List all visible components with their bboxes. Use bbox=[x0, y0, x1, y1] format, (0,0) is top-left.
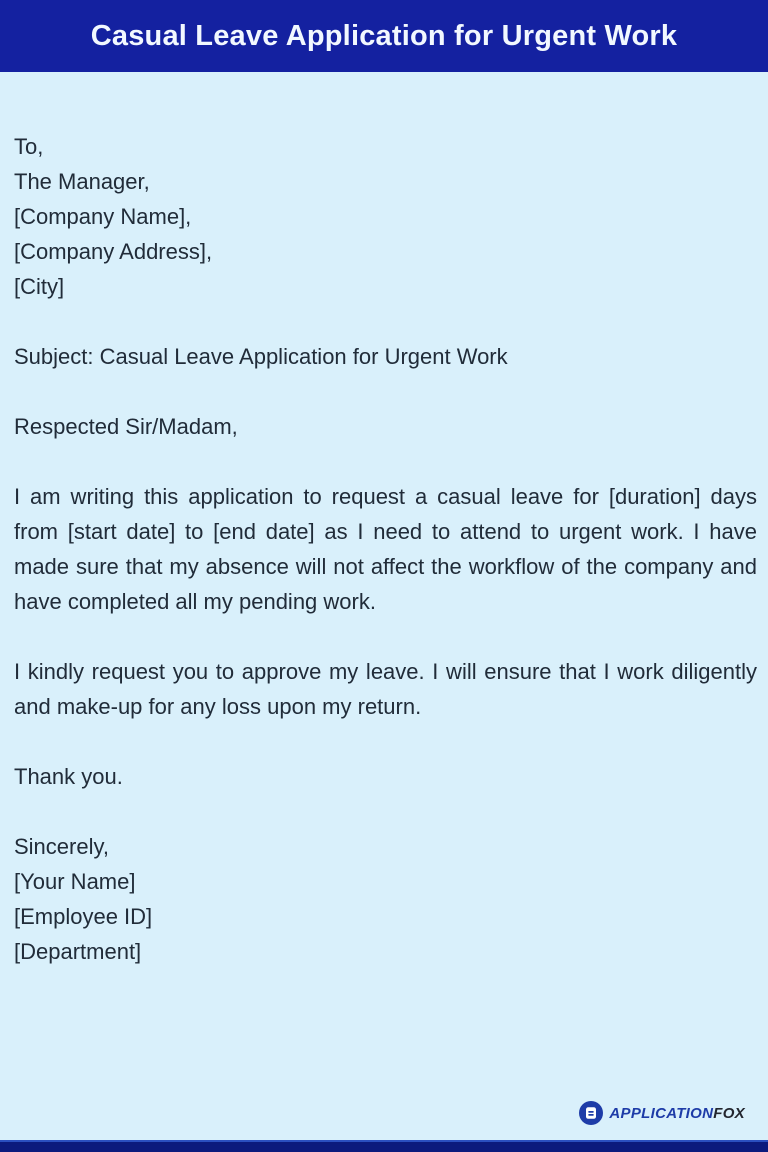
signature-line: [Your Name] bbox=[14, 869, 136, 894]
recipient-line: [City] bbox=[14, 274, 65, 299]
recipient-line: The Manager, bbox=[14, 169, 150, 194]
title-bar bbox=[0, 0, 768, 72]
body-paragraph: I kindly request you to approve my leave. I will ensure that I work diligently and make-up for any loss upon my return. bbox=[14, 659, 757, 719]
brand-wordmark-fox: FOX bbox=[713, 1104, 745, 1122]
body-paragraph: I am writing this application to request a casual leave for [duration] days from [start date] to [end date] as I need to attend to urgent work. I have made sure that my absence will not affect the workflow of the company and have completed all my pending work. bbox=[14, 484, 757, 614]
signature-line: [Department] bbox=[14, 939, 142, 964]
page-title: Casual Leave Application for Urgent Work bbox=[90, 19, 678, 52]
applicationfox-logo bbox=[579, 1101, 745, 1125]
recipient-line: [Company Name], bbox=[14, 204, 192, 229]
letter-body bbox=[0, 72, 768, 969]
recipient-block bbox=[14, 129, 757, 304]
signature-line: [Employee ID] bbox=[14, 904, 153, 929]
bottom-bar bbox=[0, 1140, 768, 1152]
signature-line: Sincerely, bbox=[14, 834, 109, 859]
brand-wordmark-application: APPLICATION bbox=[609, 1104, 714, 1122]
signature-block bbox=[14, 829, 757, 969]
subject-line: Subject: Casual Leave Application for Urgent Work bbox=[14, 344, 508, 369]
salutation: Respected Sir/Madam, bbox=[14, 414, 238, 439]
recipient-line: [Company Address], bbox=[14, 239, 213, 264]
document-icon bbox=[579, 1101, 603, 1125]
brand-wordmark bbox=[609, 1105, 745, 1122]
thank-you-line: Thank you. bbox=[14, 764, 123, 789]
recipient-line: To, bbox=[14, 134, 44, 159]
